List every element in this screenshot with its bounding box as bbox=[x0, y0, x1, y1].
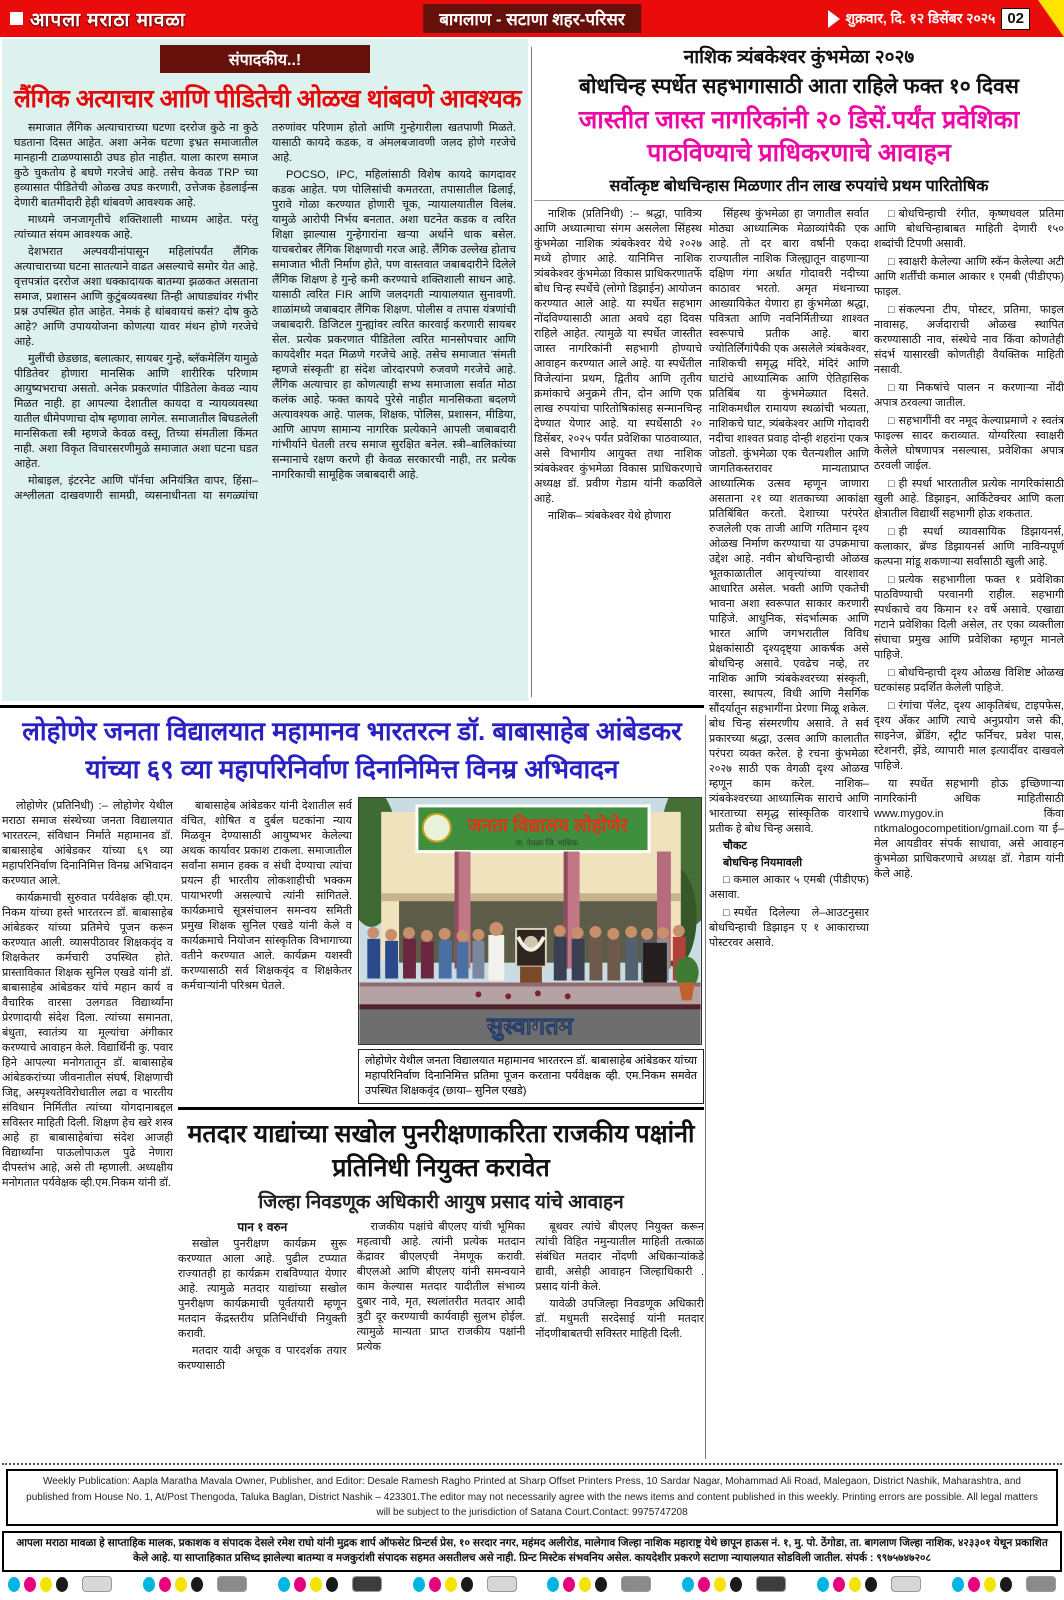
news-photo bbox=[358, 797, 704, 1104]
voter-column-1 bbox=[178, 1220, 347, 1442]
rule-text: प्रत्येक सहभागीला फक्त १ प्रवेशिका पाठविण्याची परवानगी राहील. सहभागी स्पर्धकाचे वय किमान १२ वर्षे असावे. एखाद्या गटाने प्रवेशिका दिली असेल, तर एका व्यक्तीला संघाचा प्रमुख आणि प्रवेशिका म्हणून मानले पाहिजे. bbox=[874, 574, 1064, 661]
paragraph: सिंहस्थ कुंभमेळा हा जगातील सर्वात मोठ्या आध्यात्मिक मेळाव्यांपैकी एक आहे. तो दर बारा वर्षांनी एकदा राज्यातील नाशिक जिल्ह्यातून वाहणाऱ्या दक्षिण गंगा अर्थात गोदावरी नदीच्या काठावर भरतो. अमृत मंथनाच्या आख्यायिकेत येणारा हा कुंभमेळा श्रद्धा, पवित्रता आणि नवनिर्मितीच्या शाश्वत स्वरूपाचे प्रतीक आहे. बारा ज्योतिर्लिंगांपैकी एक असलेले त्र्यंबकेश्वर, नाशिकची समृद्ध मंदिरे, मंदिरं आणि घाटांचे आध्यात्मिक आणि ऐतिहासिक प्रतिबिंब या कुंभमेळ्यात दिसते. नाशिकमधील रामायण स्थळांची भव्यता, नाशिकचे घाट, त्र्यंबकेश्वर आणि गोदावरी नदीचा शाश्वत प्रवाह दोन्ही शहरांना एकत्र जोडतो. कुंभमेळा एक चैतन्यशील आणि जागतिकस्तरावर मान्यताप्राप्त आध्यात्मिक उत्सव म्हणून जाणारा असताना २१ व्या शतकाच्या आकांक्षा प्रतिबिंबित करतो. देशाच्या परंपरेत रुजलेली एक ताजी आणि गतिमान दृश्य ओळख निर्माण करण्याचा या उपक्रमाचा उद्देश आहे. नवीन बोधचिन्हाची ओळख भूतकाळातील आवृत्त्यांच्या वारशावर आधारित असेल. भक्ती आणि एकतेची भावना अशा स्वरूपात साकार करणारी पाहिजे. आधुनिक, संदर्भात्मक आणि भारत आणि जगभरातील विविध प्रेक्षकांसाठी दृश्यदृष्ट्या आकर्षक असे बोधचिन्ह असावे. एवढेच नव्हे, तर नाशिक आणि त्र्यंबकेश्वरच्या संस्कृती, वारसा, स्थापत्य, विधी आणि नैसर्गिक सौंदर्यातून सहभागींना प्रेरणा मिळू शकेल. बोध चिन्ह संस्मरणीय असावे. ते सर्व प्रकारच्या श्रद्धा, उत्सव आणि कालातीत परंपरा व्यक्त करेल. हे रचना कुंभमेळा २०२७ साठी एक वेगळी दृश्य ओळख म्हणून काम करेल. नाशिक– त्र्यंबकेश्वरच्या आध्यात्मिक साराचे आणि भारताच्या समृद्ध सांस्कृतिक वारशाचे प्रतीक हे बोध चिन्ह असावे. bbox=[709, 208, 869, 835]
rule-text: सहभागींनी वर नमूद केल्याप्रमाणे २ स्वतंत्र फाइल्स सादर कराव्यात. योग्यरित्या स्वाक्षरी केलेले घोषणापत्र नसल्यास, प्रवेशिका अपात्र ठरवली जाईल. bbox=[874, 415, 1064, 472]
column-rule bbox=[531, 47, 532, 697]
checkbox-icon: □ bbox=[888, 526, 895, 538]
checkbox-icon: □ bbox=[888, 382, 895, 394]
paragraph: देशभरात अल्पवयीनांपासून महिलांपर्यंत लैंगिक अत्याचाराच्या घटना सातत्याने वाढत असल्याचे समोर येत आहे. वृत्तपत्रांत दररोज अशा धक्कादायक बातम्या झळकत असताना समाज, प्रशासन आणि कुटुंबव्यवस्था तिन्ही आघाड्यांवर गंभीर प्रश्न उपस्थित होत आहेत. नेमकं हे थांबवायचं कसं? दोष कुठे आहे? आणि उपाययोजना कोणत्या यावर मंथन होणे गरजेचे आहे. bbox=[14, 246, 258, 348]
kumbhmela-headline: जास्तीत जास्त नागरिकांनी २० डिसें.पर्यंत प्रवेशिका पाठविण्याचे प्राधिकरणाचे आवाहन bbox=[578, 106, 1020, 167]
registration-dot bbox=[595, 1577, 607, 1592]
logo-rules-title: बोधचिन्ह नियमावली bbox=[723, 857, 803, 869]
registration-box bbox=[352, 1576, 382, 1592]
paragraph: बाबासाहेब आंबेडकर यांनी देशातील सर्व वंचित, शोषित व दुर्बल घटकांना न्याय मिळवून देण्यासाठी आयुष्यभर केलेल्या अथक कार्यावर प्रकाश टाकला. समाजातील सर्वांना समान हक्क व संधी देण्याचा त्यांचा प्रयत्न ही भारतीय लोकशाहीची भक्कम पायाभरणी असल्याचे त्यांनी सांगितले. कार्यक्रमाचे सूत्रसंचालन समन्वय समिती प्रमुख शिक्षक सुनिल एखडे यांनी केले व कार्यक्रमाचे नियोजन सांस्कृतिक विभागाच्या वतीने करण्यात आले. कार्यक्रम यशस्वी करण्यासाठी सर्व शिक्षकवृंद व शिक्षकेतर कर्मचाऱ्यांनी परिश्रम घेतले. bbox=[181, 800, 352, 992]
rule-item bbox=[874, 699, 1064, 774]
registration-box bbox=[487, 1576, 517, 1592]
masthead bbox=[0, 0, 1064, 37]
voter-headline: मतदार याद्यांच्या सखोल पुनरीक्षणाकरिता राजकीय पक्षांनी प्रतिनिधी नियुक्त करावेत bbox=[187, 1120, 695, 1182]
column-rule bbox=[705, 715, 706, 1459]
checkbox-icon: □ bbox=[888, 256, 895, 268]
registration-dot bbox=[445, 1577, 457, 1592]
logo-rules-list-a bbox=[709, 873, 869, 951]
checkbox-icon: □ bbox=[888, 208, 895, 220]
registration-box bbox=[621, 1576, 651, 1592]
speaker-box bbox=[643, 943, 667, 983]
registration-dot bbox=[698, 1577, 710, 1592]
voter-subhead: जिल्हा निवडणूक अधिकारी आयुष प्रसाद यांचे आवाहन bbox=[258, 1191, 624, 1213]
paragraph: लोहोणेर (प्रतिनिधी) :– लोहोणेर येथील मराठा समाज संस्थेच्या जनता विद्यालयात भारतरत्न, संविधान निर्माते महामानव डॉ. बाबासाहेब आंबेडकर यांच्या ६९ व्या महापरिनिर्वाण दिनानिमित्त विनम्र अभिवादन करण्यात आले. bbox=[2, 800, 173, 887]
rule-item bbox=[709, 873, 869, 903]
rule-text: स्पर्धेत दिलेल्या ले–आउटनुसार बोधचिन्हाची डिझाइन ए १ आकाराच्या पोस्टरवर असावे. bbox=[709, 907, 869, 949]
registration-dot bbox=[461, 1577, 473, 1592]
ambedkar-headline-line2: यांच्या ६९ व्या महापरिनिर्वाण दिनानिमित्त विनम्र अभिवादन bbox=[85, 753, 619, 784]
registration-box bbox=[756, 1576, 786, 1592]
registration-box bbox=[1026, 1576, 1056, 1592]
issue-date: शुक्रवार, दि. १२ डिसेंबर २०२५ bbox=[845, 10, 996, 26]
registration-group bbox=[817, 1576, 921, 1592]
registration-group bbox=[8, 1576, 112, 1592]
registration-dot bbox=[24, 1577, 36, 1592]
publication-name: आपला मराठा मावळा bbox=[30, 9, 186, 31]
registration-dot bbox=[563, 1577, 575, 1592]
paragraph: POCSO, IPC, महिलांसाठी विशेष कायदे कागदावर कडक आहेत. पण पोलिसांची कमतरता, तपासातील ढिलाई, पुरावे गोळा करण्यात होणारी चूक, न्यायालयातील विलंब. यामुळे आरोपी निर्भय बनतात. अशा घटनेत कडक व त्वरित शिक्षा झाल्यास गुन्हेगारांना खऱ्या अर्थाने धाक बसेल. याचबरोबर लैंगिक शिक्षणाची गरज आहे. लैंगिक उल्लेख होताच समाजात भीती निर्माण होते, पण वास्तवात जबाबदारीने दिलेले लैंगिक शिक्षण हे गुन्हे कमी करण्याचे शक्तिशाली साधन आहे. यासाठी त्वरित FIR आणि जलदगती न्यायालयात सुनावणी. शाळांमध्ये जबाबदार लैंगिक शिक्षण. पोलीस व तपास यंत्रणांची जबाबदारी. डिजिटल गुन्ह्यांवर त्वरित कारवाई करणारी सायबर सेल. प्रत्येक प्रकरणात पीडितेला त्वरित मानसोपचार आणि कायदेशीर मदत मिळणे गरजेचे आहे. तसेच समाजात 'संमती म्हणजे संस्कृती' हा संदेश जोरदारपणे रुजवणे गरजेचे आहे. लैंगिक अत्याचार हा कोणत्याही सभ्य समाजाला सर्वात मोठा कलंक आहे. फक्त कायदे पुरेसे नाहीत मानसिकता बदलणे अत्यावश्यक आहे. पालक, शिक्षक, पोलिस, प्रशासन, मीडिया, आणि आपण सामान्य नागरिक प्रत्येकाने आपली जबाबदारी गांभीर्याने घेतली तरच समाज सुरक्षित बनेल. स्त्री–बालिकांच्या सन्मानाचे रक्षण करणे ही केवळ सरकारची नाही, तर प्रत्येक नागरिकाची सामूहिक जबाबदारी आहे. bbox=[272, 169, 516, 481]
contact-note bbox=[874, 777, 1064, 882]
kumbhmela-column-3 bbox=[874, 207, 1064, 1459]
registration-dot bbox=[278, 1577, 290, 1592]
registration-dot bbox=[429, 1577, 441, 1592]
ambedkar-portrait bbox=[516, 929, 546, 983]
imprint-english: Weekly Publication: Aapla Maratha Mavala Owner, Publisher, and Editor: Desale Ramesh Ragho Printed at Sharp Offset Printers Press, 10 Sardar Nagar, Mohammad Ali Road, Malegaon, District Nashik, Maharashtra, and published from House No. 1, At/Post Thengoda, Taluka Baglan, District Nashik – 423301.The editor may not necessarily agree with the news items and content published in this weekly. Printing errors are possible. All legal matters will be subject to the jurisdiction of Satana Court.Contact: 9975747208 bbox=[6, 1469, 1058, 1526]
voter-column-3 bbox=[535, 1220, 704, 1442]
registration-dot bbox=[159, 1577, 171, 1592]
checkbox-icon: □ bbox=[888, 478, 895, 490]
registration-dot bbox=[849, 1577, 861, 1592]
rule-text: स्वाक्षरी केलेल्या आणि स्कॅन केलेल्या अटी आणि शर्तींची कमाल आकार १ एमबी (पीडीएफ) फाइल. bbox=[874, 256, 1064, 298]
registration-dot bbox=[143, 1577, 155, 1592]
school-event-photo bbox=[358, 797, 702, 1045]
registration-dot bbox=[413, 1577, 425, 1592]
registration-dot bbox=[730, 1577, 742, 1592]
date-block bbox=[828, 0, 1064, 37]
registration-dot bbox=[817, 1577, 829, 1592]
registration-dot bbox=[984, 1577, 996, 1592]
kumbhmela-column-2 bbox=[709, 207, 869, 1459]
paragraph: बूथवर त्यांचे बीएलए नियुक्त करून त्यांची विहित नमुन्यातील माहिती तत्काळ संबंधित मतदार नोंदणी अधिकाऱ्यांकडे द्यावी, असेही आवाहन जिल्हाधिकारी . प्रसाद यांनी केले. bbox=[535, 1220, 704, 1293]
registration-box bbox=[217, 1576, 247, 1592]
kumbhmela-column-1 bbox=[534, 207, 702, 699]
school-signboard bbox=[417, 806, 649, 852]
rule-item bbox=[874, 414, 1064, 474]
registration-box bbox=[891, 1576, 921, 1592]
rule-item bbox=[874, 207, 1064, 252]
rule-text: बोधचिन्हाची रंगीत, कृष्णधवल प्रतिमा आणि बोधचिन्हाबाबत माहिती देणारी १५० शब्दांची टिपणी असावी. bbox=[874, 208, 1064, 250]
ambedkar-headline-line1: लोहोणेर जनता विद्यालयात महामानव भारतरत्न डॉ. बाबासाहेब आंबेडकर bbox=[22, 716, 682, 746]
registration-dot bbox=[1000, 1577, 1012, 1592]
registration-dot bbox=[833, 1577, 845, 1592]
checkbox-icon: □ bbox=[723, 907, 730, 919]
kumbhmela-subhead: सर्वोत्कृष्ट बोधचिन्हास मिळणार तीन लाख रुपयांचे प्रथम पारितोषिक bbox=[534, 174, 1064, 201]
paragraph: राजकीय पक्षांचे बीएलए यांची भूमिका महत्वाची आहे. त्यांनी प्रत्येक मतदान केंद्रावर बीएलएची नेमणूक करावी. बीएलओ आणि बीएलए यांनी समन्वयाने काम केल्यास मतदार यादीतील संभाव्य दुबार नावे, मृत, स्थलांतरीत मतदार आदी त्रुटी दूर करण्याची कार्यवाही सुलभ होईल. त्यामुळे मान्यता प्राप्त राजकीय पक्षांनी प्रत्येक bbox=[356, 1220, 526, 1353]
registration-group bbox=[952, 1576, 1056, 1592]
registration-dot bbox=[56, 1577, 68, 1592]
rule-text: या निकषांचे पालन न करणाऱ्या नोंदी अपात्र ठरवल्या जातील. bbox=[874, 382, 1064, 409]
registration-dot bbox=[294, 1577, 306, 1592]
rule-item bbox=[709, 906, 869, 951]
paragraph: सखोल पुनरीक्षण कार्यक्रम सुरू करण्यात आला आहे. पुढील टप्प्यात राज्यातही हा कार्यक्रम राबविण्यात येणार आहे. त्यामुळे मतदार याद्यांच्या सखोल पुनरीक्षण कार्यक्रमाची पूर्वतयारी म्हणून मतदान केंद्रस्तरीय प्रतिनिधींची नियुक्ती करावी. bbox=[178, 1237, 347, 1340]
editorial-headline: लैंगिक अत्याचार आणि पीडितेची ओळख थांबवणे आवश्यक bbox=[14, 85, 522, 113]
registration-group bbox=[682, 1576, 786, 1592]
paragraph: मुलींची छेडछाड, बलात्कार, सायबर गुन्हे, ब्लॅकमेलिंग यामुळे पीडितेवर होणारा मानसिक आणि शारीरिक परिणाम आयुष्यभराचा असतो. अनेक प्रकरणांत पीडितेला केवळ न्याय मिळत नाही. हा आपल्या देशातील कायदा व न्यायव्यवस्था यातील धीमेपणाचा दोष म्हणावा लागेल. समाजातील बिघडलेली मानसिकता स्त्री म्हणजे केवळ वस्तू, तिच्या संमतीला किंमत नाही. अशा विकृत विचारसरणीमुळे समाजात अशा घटना घडत आहेत. bbox=[14, 353, 258, 470]
publication-logo bbox=[0, 6, 360, 32]
kumbhmela-kicker-2: बोधचिन्ह स्पर्धेत सहभागासाठी आता राहिले फक्त १० दिवस bbox=[579, 75, 1019, 98]
rule-text: ही स्पर्धा व्यावसायिक डिझायनर्स, कलाकार, ब्रॅण्ड डिझायनर्स आणि नाविन्यपूर्ण कल्पना मांडू शकणाऱ्या सर्वांसाठी खुली आहे. bbox=[874, 526, 1064, 568]
rule-item bbox=[874, 525, 1064, 570]
corner-fold bbox=[1038, 0, 1064, 37]
arrow-right-icon bbox=[828, 10, 840, 28]
rule-item bbox=[874, 666, 1064, 696]
rule-item bbox=[874, 573, 1064, 663]
rule-text: रंगांचा पॅलेट, दृश्य आकृतिबंध, टाइपफेस, दृश्य अँकर आणि त्याचे अनुप्रयोग जसे की, साइनेज, ब्रेंडिंग, स्ट्रीट फर्निचर, प्रवेश पास, स्टेशनरी, झेंडे, व्यापारी माल इत्यादींवर दाखवले पाहिजे. bbox=[874, 700, 1064, 772]
registration-dot bbox=[865, 1577, 877, 1592]
rule-item bbox=[874, 477, 1064, 522]
dotted-divider bbox=[2, 1463, 1062, 1465]
ambedkar-column-1 bbox=[2, 799, 173, 1459]
registration-group bbox=[547, 1576, 651, 1592]
registration-dot bbox=[547, 1577, 559, 1592]
registration-dot bbox=[191, 1577, 203, 1592]
registration-dot bbox=[326, 1577, 338, 1592]
ambedkar-column-2 bbox=[181, 799, 352, 1133]
ambedkar-headline bbox=[0, 713, 704, 788]
rule-text: संकल्पना टीप, पोस्टर, प्रतिमा, फाइल नावासह, अर्जदाराची ओळख स्थापित करण्यासाठी नाव, संस्थेचे नाव किंवा कोणतेही संदर्भ यासारखी कोणतीही वैयक्तिक माहिती नसावी. bbox=[874, 304, 1064, 376]
checkbox-icon: □ bbox=[888, 304, 895, 316]
school-sign-subtext: ता. देवळा जि. नाशिक. bbox=[515, 838, 581, 848]
paragraph: माध्यमे जनजागृतीचे शक्तिशाली माध्यम आहेत. परंतु त्यांच्यात संयम आवश्यक आहे. bbox=[14, 214, 258, 241]
sidebar-box-label: चौकट bbox=[723, 840, 747, 852]
paragraph: या स्पर्धेत सहभागी होऊ इच्छिणाऱ्या नागरिकांनी अधिक माहितीसाठी www.mygov.in किंवा ntkmalogocompetition/gmail.com या ई–मेल आयडीवर संपर्क साधावा, असे आवाहन कुंभमेळा प्राधिकरणाचे अध्यक्ष डॉ. गेडाम यांनी केले आहे. bbox=[874, 778, 1064, 880]
edition-banner: बागलाण - सटाणा शहर-परिसर bbox=[423, 4, 641, 33]
kumbhmela-kicker-1: नाशिक त्र्यंबकेश्वर कुंभमेळा २०२७ bbox=[683, 47, 915, 68]
registration-dot bbox=[579, 1577, 591, 1592]
editorial-article bbox=[2, 39, 528, 701]
paragraph: समाजात लैंगिक अत्याचाराच्या घटणा दररोज कुठे ना कुठे घडताना दिसत आहेत. अशा अनेक घटणा इभ्रत समाजातील मानहानी टाळण्यासाठी उघड होत नाहीत. याला कारण समाज कुठे चुकतोय हे बघणे गरजेचं आहे. तसेच केवळ TRP च्या हव्यासात पीडितेची ओळख उघड करणारी, उत्तेजक हेडलाईन्स देणारी बातमीदारी हेही थांबवणे आवश्यक आहे. bbox=[14, 122, 258, 209]
logo-mark-icon bbox=[10, 12, 23, 25]
paragraph: यावेळी उपजिल्हा निवडणूक अधिकारी डॉ. मधुमती सरदेसाई यांनी मतदार नोंदणीबाबतची सविस्तर माहिती दिली. bbox=[535, 1297, 704, 1340]
paragraph: मतदार यादी अचूक व पारदर्शक तयार करण्यासाठी bbox=[178, 1344, 347, 1372]
registration-dot bbox=[968, 1577, 980, 1592]
photo-caption: लोहोणेर येथील जनता विद्यालयात महामानव भारतरत्न डॉ. बाबासाहेब आंबेडकर यांच्या महापरिनिर्वाण दिनानिमित्त प्रतिमा पूजन करताना पर्यवेक्षक व्ही. एम.निकम समवेत उपस्थित शिक्षकवृंद (छाया– सुनिल एखडे) bbox=[358, 1049, 704, 1104]
paragraph: नाशिक (प्रतिनिधी) :– श्रद्धा, पावित्र्य आणि अध्यात्माचा संगम असलेला सिंहस्थ कुंभमेळा नाशिक त्र्यंबकेश्वर येथे २०२७ मध्ये होणार आहे. यानिमित्त नाशिक त्र्यंबकेश्वर कुंभमेळा विकास प्राधिकरणातर्फे बोध चिन्ह स्पर्धेचे (लोगो डिझाईन) आयोजन करण्यात आले आहे. या स्पर्धेत सहभाग नोंदविण्यासाठी आता अवघे दहा दिवस राहिले आहेत. त्यामुळे या स्पर्धेत जास्तीत जास्त नागरिकांनी सहभागी होण्याचे आवाहन करण्यात आले आहे. या स्पर्धेतील विजेत्यांना प्रथम, द्वितीय आणि तृतीय क्रमांकाचे अनुक्रमे तीन, दोन आणि एक लाख रुपयांचा पारितोषिकांसह सन्मानचिन्ह देण्यात येणार आहे. या स्पर्धेसाठी २० डिसेंबर, २०२५ पर्यंत प्रवेशिका पाठवाव्यात, असे विभागीय आयुक्त तथा नाशिक त्र्यंबकेश्वर कुंभमेळा विकास प्राधिकरणाचे अध्यक्ष डॉ. प्रवीण गेडाम यांनी कळविले आहे. bbox=[534, 208, 702, 505]
rule-item bbox=[874, 303, 1064, 378]
voter-body bbox=[178, 1220, 704, 1442]
paragraph: नाशिक– त्र्यंबकेश्वर येथे होणारा bbox=[548, 510, 671, 522]
page-body bbox=[0, 37, 1064, 1463]
paragraph: मोबाइल, इंटरनेट आणि पॉर्नचा अनियंत्रित वापर, हिंसा– अश्लीलता दाखवणारी सामग्री, व्यसनाधीनता या सगळ्यांचा तरुणांवर परिणाम होतो आणि गुन्हेगारीला खतपाणी मिळते. यासाठी कायदे कडक, व अंमलबजावणी जलद होणे गरजेचे आहे. bbox=[14, 122, 516, 502]
logo-rules-list-b bbox=[874, 207, 1064, 774]
page-footer bbox=[0, 1463, 1064, 1592]
registration-group bbox=[413, 1576, 517, 1592]
registration-dot bbox=[8, 1577, 20, 1592]
editorial-body bbox=[14, 121, 516, 681]
registration-dot bbox=[40, 1577, 52, 1592]
registration-group bbox=[143, 1576, 247, 1592]
rule-text: कमाल आकार ५ एमबी (पीडीएफ) असावा. bbox=[709, 874, 869, 901]
rule-text: बोधचिन्हाची दृश्य ओळख विशिष्ट ओळख घटकांसह प्रदर्शित केलेली पाहिजे. bbox=[874, 667, 1064, 694]
checkbox-icon: □ bbox=[888, 574, 895, 586]
imprint-marathi: आपला मराठा मावळा हे साप्ताहिक मालक, प्रकाशक व संपादक देसले रमेश राघो यांनी मुद्रक शार्प ऑफसेट प्रिन्टर्स प्रेस, १० सरदार नगर, महंमद अलीरोड, मालेगाव जिल्हा नाशिक महाराष्ट्र येथे छापून हाऊस नं. १, मु. पो. ठेंगोडा, ता. बागलाण जिल्हा नाशिक, ४२३३०१ येथून प्रकाशित केले आहे. या साप्ताहिकात प्रसिध्द झालेल्या बातम्या व मजकुरांशी संपादक सहमत असतीलच असे नाही. प्रिन्ट मिस्टेक संभवनिय असेल. कायदेशीर प्रकरणे सटाणा न्यायालयात सोडविली जातील. संपर्क : ९९७५७४७२०८ bbox=[2, 1531, 1062, 1573]
registration-group bbox=[278, 1576, 382, 1592]
checkbox-icon: □ bbox=[888, 667, 895, 679]
registration-box bbox=[82, 1576, 112, 1592]
rule-item bbox=[874, 381, 1064, 411]
registration-dot bbox=[952, 1577, 964, 1592]
page-number: 02 bbox=[1001, 8, 1030, 30]
rule-item bbox=[874, 255, 1064, 300]
voter-column-2 bbox=[357, 1220, 526, 1442]
checkbox-icon: □ bbox=[888, 700, 895, 712]
voter-article bbox=[178, 1107, 704, 1442]
continued-from-label: पान १ वरुन bbox=[237, 1219, 288, 1234]
registration-dot bbox=[714, 1577, 726, 1592]
section-divider bbox=[0, 705, 704, 708]
stage-welcome-text: सुस्वागतम bbox=[487, 1013, 573, 1041]
checkbox-icon: □ bbox=[888, 415, 895, 427]
kumbhmela-headline-block bbox=[534, 43, 1064, 201]
checkbox-icon: □ bbox=[723, 874, 730, 886]
registration-dot bbox=[310, 1577, 322, 1592]
rule-text: ही स्पर्धा भारतातील प्रत्येक नागरिकांसाठी खुली आहे. डिझाइन, आर्किटेक्चर आणि कला क्षेत्रातील विद्यार्थी सहभागी होऊ शकतात. bbox=[874, 478, 1064, 520]
print-registration-marks bbox=[0, 1572, 1064, 1592]
paragraph: कार्यक्रमाची सुरुवात पर्यवेक्षक व्ही.एम. निकम यांच्या हस्ते भारतरत्न डॉ. बाबासाहेब आंबेडकर यांच्या प्रतिमेचे पूजन करून करण्यात आली. व्यासपीठावर शिक्षकवृंद व शिक्षकेतर कर्मचारी उपस्थित होते. प्रास्ताविकात शिक्षक सुनिल एखडे यांनी डॉ. बाबासाहेब आंबेडकर यांचे महान कार्य व वैचारिक वारसा उलगडत विद्यार्थ्यांना प्रेरणादायी संदेश दिला. त्यांच्या समानता, बंधुता, स्वातंत्र्य या मूल्यांचा अंगीकार करण्याचे आवाहन केले. विद्यार्थिनी कु. पवार हिने आपल्या मनोगतातून डॉ. बाबासाहेब आंबेडकरांच्या जीवनातील संघर्ष, शिक्षणाची जिद्द, अस्पृश्यतेविरोधातील लढा व भारतीय संविधान निर्मितीत त्यांच्या योगदानाबद्दल सविस्तर माहिती दिली. शिक्षण हेच खरे शस्त्र आहे हा बाबासाहेबांचा संदेश आजही विद्यार्थ्यांना पाऊलोपाऊल पुढे नेणारा दीपस्तंभ आहे, असे ती म्हणाली. अध्यक्षीय मनोगतात पर्यवेक्षक व्ही.एम.निकम यांनी डॉ. bbox=[2, 892, 173, 1189]
registration-dot bbox=[682, 1577, 694, 1592]
registration-dot bbox=[175, 1577, 187, 1592]
kumbhmela-column-2-text bbox=[709, 207, 869, 837]
school-sign-text: जनता विद्यालय लोहोणेर bbox=[467, 814, 628, 836]
editorial-badge: संपादकीय..! bbox=[160, 45, 370, 73]
